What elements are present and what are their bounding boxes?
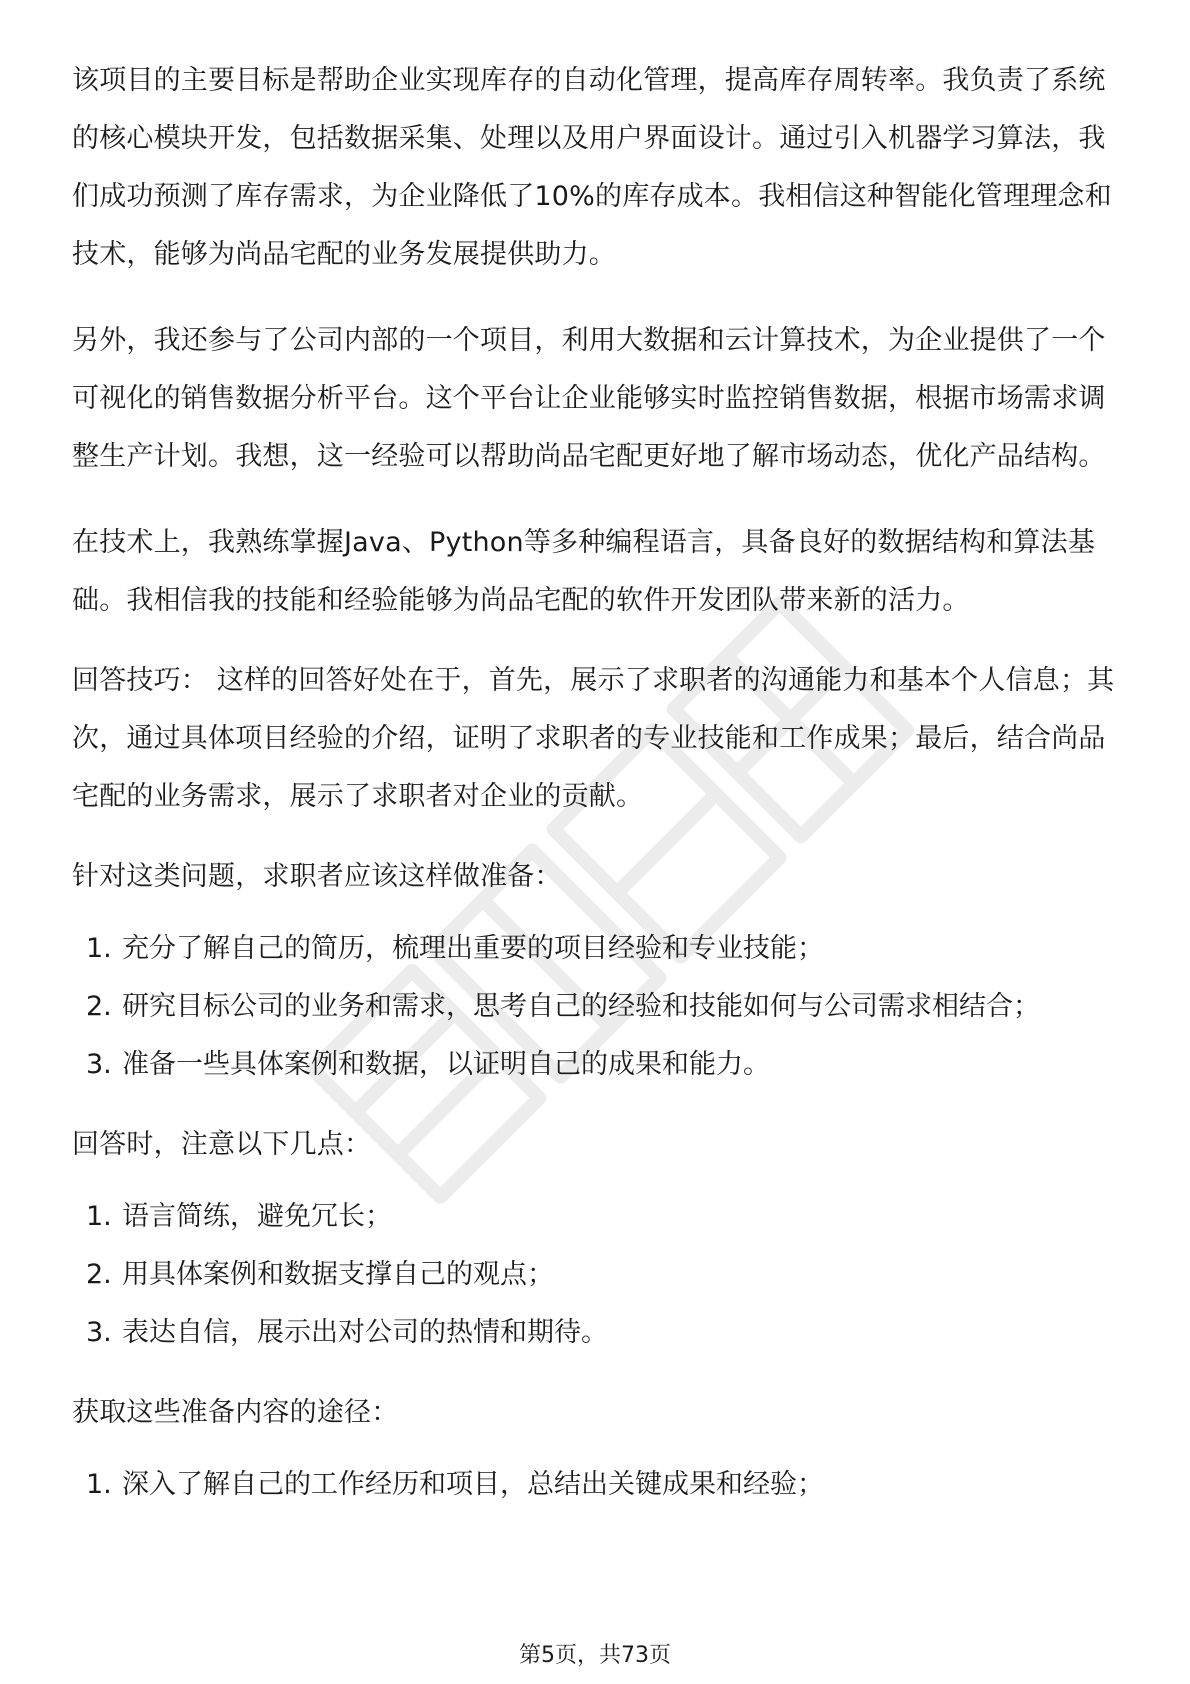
paragraph-project-inventory: 该项目的主要目标是帮助企业实现库存的自动化管理，提高库存周转率。我负责了系统的核心模块开发，包括数据采集、处理以及用户界面设计。通过引入机器学习算法，我们成功预测了库存需求，为企业降低了10%的库存成本。我相信这种智能化管理理念和技术，能够为尚品宅配的业务发展提供助力。 (72, 65, 1112, 270)
list-item (72, 1246, 1122, 1304)
list-item (72, 1456, 1122, 1514)
page-footer: 第5页，共73页 (519, 1643, 671, 1668)
list-item (72, 920, 1122, 978)
list-item-number: 1. (86, 933, 112, 964)
paragraph-project-sales-platform: 另外，我还参与了公司内部的一个项目，利用大数据和云计算技术，为企业提供了一个可视化的销售数据分析平台。这个平台让企业能够实时监控销售数据，根据市场需求调整生产计划。我想，这一经验可以帮助尚品宅配更好地了解市场动态，优化产品结构。 (72, 325, 1106, 472)
paragraph-answer-tips: 回答技巧： 这样的回答好处在于，首先，展示了求职者的沟通能力和基本个人信息；其次，通过具体项目经验的介绍，证明了求职者的专业技能和工作成果；最后，结合尚品宅配的业务需求，展示了求职者对企业的贡献。 (72, 665, 1115, 812)
list-item-number: 3. (86, 1049, 112, 1080)
list-item (72, 978, 1122, 1036)
list-item-text: 语言简练，避免冗长； (122, 1201, 392, 1232)
list-item-text: 充分了解自己的简历，梳理出重要的项目经验和专业技能； (122, 933, 824, 964)
list-preparation (72, 920, 1122, 1094)
list-item-text: 准备一些具体案例和数据，以证明自己的成果和能力。 (122, 1049, 770, 1080)
list-item-number: 3. (86, 1317, 112, 1348)
document-body (72, 52, 1122, 1514)
heading-answer-notes: 回答时，注意以下几点： (72, 1129, 372, 1160)
list-item-number: 1. (86, 1469, 112, 1500)
paragraph-technical-skills: 在技术上，我熟练掌握Java、Python等多种编程语言，具备良好的数据结构和算法基础。我相信我的技能和经验能够为尚品宅配的软件开发团队带来新的活力。 (72, 527, 1096, 616)
list-item-number: 1. (86, 1201, 112, 1232)
list-sources (72, 1456, 1122, 1514)
list-item-text: 研究目标公司的业务和需求，思考自己的经验和技能如何与公司需求相结合； (122, 991, 1040, 1022)
list-item (72, 1036, 1122, 1094)
list-answer-notes (72, 1188, 1122, 1362)
heading-sources: 获取这些准备内容的途径： (72, 1397, 399, 1428)
heading-preparation: 针对这类问题，求职者应该这样做准备： (72, 861, 562, 892)
list-item (72, 1188, 1122, 1246)
list-item-text: 深入了解自己的工作经历和项目，总结出关键成果和经验； (122, 1469, 824, 1500)
list-item-number: 2. (86, 1259, 112, 1290)
list-item-text: 表达自信，展示出对公司的热情和期待。 (122, 1317, 608, 1348)
list-item-text: 用具体案例和数据支撑自己的观点； (122, 1259, 554, 1290)
list-item (72, 1304, 1122, 1362)
list-item-number: 2. (86, 991, 112, 1022)
